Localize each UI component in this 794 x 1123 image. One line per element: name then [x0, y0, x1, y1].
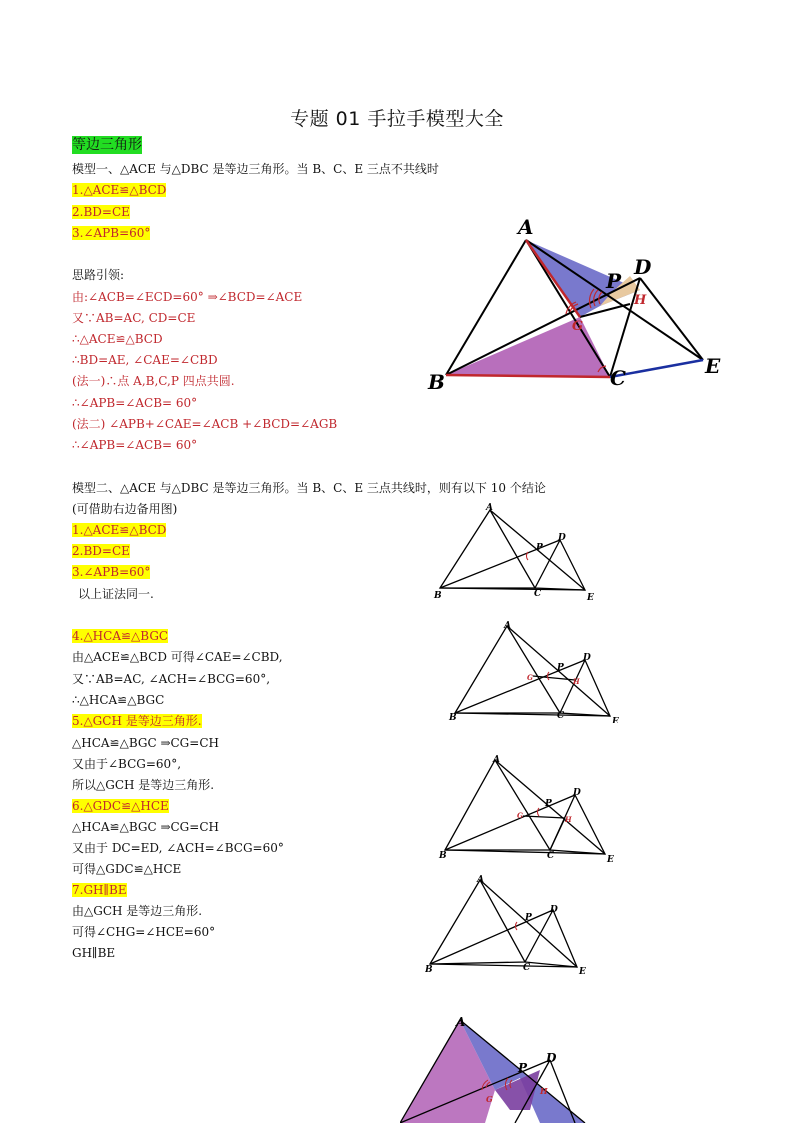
proof-line: △HCA≌△BGC ⇒CG=CH: [72, 820, 219, 834]
label-E: E: [612, 717, 619, 723]
conclusion-text: 4.△HCA≌△BGC: [72, 629, 169, 643]
figure-model2-c: [435, 750, 615, 865]
label-H: H: [540, 1086, 548, 1096]
proof-line: GH∥BE: [72, 946, 116, 960]
proof-line: (法二) ∠APB+∠CAE=∠ACB +∠BCD=∠AGB: [72, 417, 338, 431]
conclusion-text: 7.GH∥BE: [72, 883, 127, 897]
label-D: D: [583, 653, 591, 663]
proof-line: 由△ACE≌△BCD 可得∠CAE=∠CBD,: [72, 650, 283, 664]
figure-model1: [420, 212, 730, 397]
conclusion-text: 1.△ACE≌△BCD: [72, 183, 167, 197]
label-G: G: [486, 1094, 493, 1104]
proof-line: 又∵AB=AC, ∠ACH=∠BCG=60°,: [72, 672, 271, 686]
section-heading-text: 等边三角形: [72, 137, 142, 153]
conclusion-text: 6.△GDC≌△HCE: [72, 799, 169, 813]
model1-conclusion-1: [72, 182, 166, 198]
section-heading: [72, 137, 142, 153]
page-title: 专题 01 手拉手模型大全: [290, 108, 504, 130]
label-G: G: [517, 811, 523, 820]
label-P: P: [518, 1061, 528, 1075]
figure-model2-a: [430, 500, 610, 605]
figure-model2-b: [445, 618, 625, 723]
label-B: B: [449, 713, 457, 723]
proof-line: 可得△GDC≌△HCE: [72, 862, 182, 876]
proof-line: (法一)∴点 A,B,C,P 四点共圆.: [72, 374, 235, 388]
label-D: D: [558, 533, 566, 543]
label-H: H: [634, 293, 647, 308]
label-D: D: [550, 905, 558, 915]
label-A: A: [518, 215, 534, 239]
proof-line: 可得∠CHG=∠HCE=60°: [72, 925, 216, 939]
proof-line: ∴∠APB=∠ACB= 60°: [72, 438, 198, 452]
label-A: A: [486, 503, 493, 513]
proof-line: 又∵AB=AC, CD=CE: [72, 311, 196, 325]
label-P: P: [545, 799, 552, 809]
label-P: P: [525, 913, 532, 923]
conclusion-text: 1.△ACE≌△BCD: [72, 523, 167, 537]
label-A: A: [456, 1015, 466, 1029]
model1-intro: 模型一、△ACE 与△DBC 是等边三角形。当 B、C、E 三点不共线时: [72, 162, 439, 176]
conclusion-text: 2.BD=CE: [72, 544, 130, 558]
conclusion-text: 2.BD=CE: [72, 205, 130, 219]
label-H: H: [573, 677, 580, 686]
label-H: H: [565, 815, 572, 824]
proof-line: 所以△GCH 是等边三角形.: [72, 778, 215, 792]
label-B: B: [425, 965, 433, 975]
proof-line: 又由于∠BCG=60°,: [72, 757, 182, 771]
label-D: D: [573, 788, 581, 798]
label-E: E: [587, 593, 594, 603]
label-E: E: [705, 354, 721, 378]
same-proof-note: 以上证法同一.: [78, 587, 154, 601]
proof-line: 由△GCH 是等边三角形.: [72, 904, 203, 918]
hint-title: 思路引领:: [72, 268, 125, 282]
model2-intro: 模型二、△ACE 与△DBC 是等边三角形。当 B、C、E 三点共线时，则有以下 10 个结论: [72, 481, 546, 495]
conclusion-text: 3.∠APB=60°: [72, 226, 151, 240]
model1-conclusion-3: [72, 225, 150, 241]
model1-conclusion-2: [72, 204, 130, 220]
label-P: P: [606, 269, 622, 293]
label-G: G: [527, 673, 533, 682]
proof-line: △HCA≌△BGC ⇒CG=CH: [72, 736, 219, 750]
label-E: E: [607, 855, 614, 865]
label-P: P: [536, 543, 543, 553]
proof-line: 由:∠ACB=∠ECD=60° ⇒∠BCD=∠ACE: [72, 290, 303, 304]
label-E: E: [579, 967, 586, 977]
figure-model2-e: [400, 1010, 590, 1123]
proof-line: ∴∠APB=∠ACB= 60°: [72, 396, 198, 410]
proof-line: ∴BD=AE, ∠CAE=∠CBD: [72, 353, 218, 367]
conclusion-text: 3.∠APB=60°: [72, 565, 151, 579]
label-C: C: [557, 711, 565, 721]
proof-line: ∴△HCA≌△BGC: [72, 693, 165, 707]
figure-model2-d: [425, 872, 595, 977]
conclusion-text: 5.△GCH 是等边三角形.: [72, 714, 202, 728]
label-C: C: [547, 851, 555, 861]
label-B: B: [428, 370, 445, 394]
label-D: D: [634, 255, 652, 279]
label-D: D: [546, 1051, 557, 1065]
label-C: C: [523, 963, 531, 973]
label-A: A: [504, 621, 511, 631]
label-C: C: [610, 366, 626, 390]
proof-line: 又由于 DC=ED, ∠ACH=∠BCG=60°: [72, 841, 284, 855]
label-A: A: [493, 755, 500, 765]
label-P: P: [557, 663, 564, 673]
label-C: C: [534, 589, 542, 599]
label-A: A: [477, 875, 484, 885]
label-B: B: [439, 851, 447, 861]
proof-line: ∴△ACE≌△BCD: [72, 332, 163, 346]
label-B: B: [434, 591, 442, 601]
model2-note: (可借助右边备用图): [72, 502, 178, 516]
label-G: G: [572, 319, 584, 334]
